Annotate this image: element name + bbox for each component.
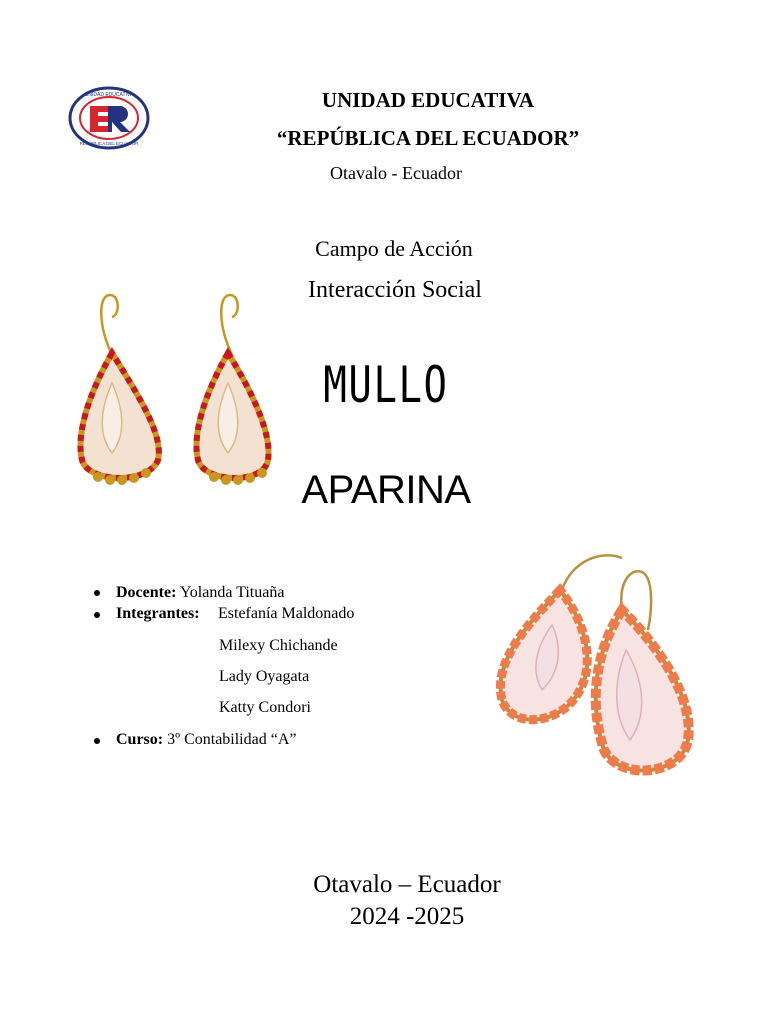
project-title: MULLO bbox=[323, 356, 449, 414]
teacher-label: Docente: bbox=[116, 584, 177, 601]
members-row bbox=[116, 605, 200, 623]
earrings-coral-image bbox=[492, 550, 702, 785]
members-label: Integrantes: bbox=[116, 605, 200, 622]
course-row bbox=[116, 731, 296, 749]
school-location: Otavalo - Ecuador bbox=[330, 163, 462, 183]
field-value: Interacción Social bbox=[308, 277, 482, 303]
bullet-icon bbox=[94, 590, 100, 596]
school-name: UNIDAD EDUCATIVA bbox=[321, 88, 535, 112]
bullet-icon bbox=[94, 612, 100, 618]
footer-place: Otavalo – Ecuador bbox=[313, 871, 501, 898]
school-subtitle: “REPÚBLICA DEL ECUADOR” bbox=[276, 126, 580, 150]
member-1: Estefanía Maldonado bbox=[218, 605, 355, 622]
member-3: Lady Oyagata bbox=[219, 668, 310, 685]
footer-years: 2024 -2025 bbox=[349, 903, 465, 930]
member-4: Katty Condori bbox=[219, 699, 311, 716]
course-label: Curso: bbox=[116, 731, 164, 748]
member-2: Milexy Chichande bbox=[219, 637, 338, 654]
project-subtitle: APARINA bbox=[301, 468, 471, 512]
teacher-row bbox=[116, 584, 284, 602]
field-label: Campo de Acción bbox=[315, 236, 473, 261]
teacher-name: Yolanda Tituaña bbox=[179, 584, 285, 601]
earrings-red-gold-image bbox=[68, 285, 273, 515]
bullet-icon bbox=[94, 738, 100, 744]
logo-ring-top: UNIDAD EDUCATIVA bbox=[84, 92, 134, 98]
course-value: 3º Contabilidad “A” bbox=[167, 731, 297, 748]
logo-ring-bottom: REPÚBLICA DEL ECUADOR bbox=[79, 141, 139, 146]
